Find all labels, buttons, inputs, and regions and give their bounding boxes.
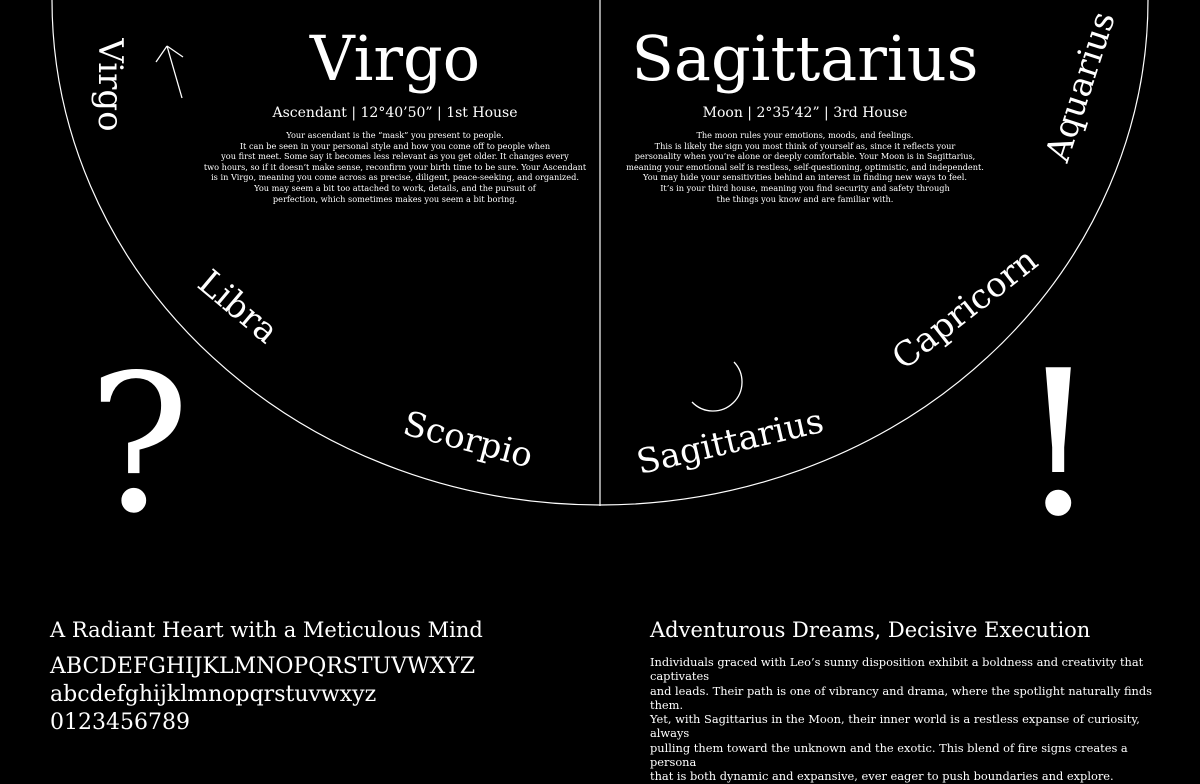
specimen-digits: 0123456789 [50,710,190,735]
bottom-right-heading: Adventurous Dreams, Decisive Execution [650,618,1091,642]
arrow-up-icon [156,46,183,98]
wheel-label-scorpio: Scorpio [398,403,538,477]
left-sign-title: Virgo [309,22,481,95]
right-sign-meta: Moon | 2°35’42” | 3rd House [702,105,908,121]
wheel-label-virgo: Virgo [90,38,130,132]
specimen-uppercase: ABCDEFGHIJKLMNOPQRSTUVWXYZ [50,654,476,679]
question-mark-glyph: ? [88,334,190,555]
left-sign-description: Your ascendant is the “mask” you present to people. It can be seen in your personal style and how you come off to people when you first meet. Some say it becomes less relevant as you get older. It changes every two hours, so if it doesn’t make sense, reconfirm your birth time to be sure. Your Ascendant is in Virgo, meaning you come across as precise, diligent, peace-seeking, and organized. You may seem a bit too attached to work, details, and the pursuit of perfection, which sometimes makes you seem a bit boring. [203,130,587,204]
crescent-moon-icon [692,362,742,411]
right-sign-description: The moon rules your emotions, moods, and feelings. This is likely the sign you most think of yourself as, since it reflects your personality when you’re alone or deeply comfortable. Your Moon is in Sagittarius, meaning your emotional self is restless, self-questioning, optimistic, and independent. You may hide your sensitivities behind an interest in finding new ways to feel. It’s in your third house, meaning you find security and safety through the things you know and are familiar with. [626,130,984,204]
bottom-right-body: Individuals graced with Leo’s sunny disposition exhibit a boldness and creativity that captivates and leads. Their path is one of vibrancy and drama, where the spotlight naturally finds them. Yet, with Sagittarius in the Moon, their inner world is a restless expanse of curiosity, always pulling them toward the unknown and the exotic. This blend of fire signs creates a persona that is both dynamic and expansive, ever eager to push boundaries and explore. [650,655,1153,784]
specimen-lowercase: abcdefghijklmnopqrstuvwxyz [50,682,377,707]
wheel-label-capricorn: Capricorn [884,240,1046,379]
right-sign-title: Sagittarius [631,22,979,95]
bottom-left-heading: A Radiant Heart with a Meticulous Mind [50,618,483,642]
exclamation-mark-glyph: ! [1018,328,1099,561]
wheel-label-sagittarius: Sagittarius [632,401,828,483]
wheel-label-libra: Libra [190,262,286,352]
left-sign-meta: Ascendant | 12°40’50” | 1st House [272,105,518,121]
wheel-label-aquarius: Aquarius [1037,6,1124,167]
